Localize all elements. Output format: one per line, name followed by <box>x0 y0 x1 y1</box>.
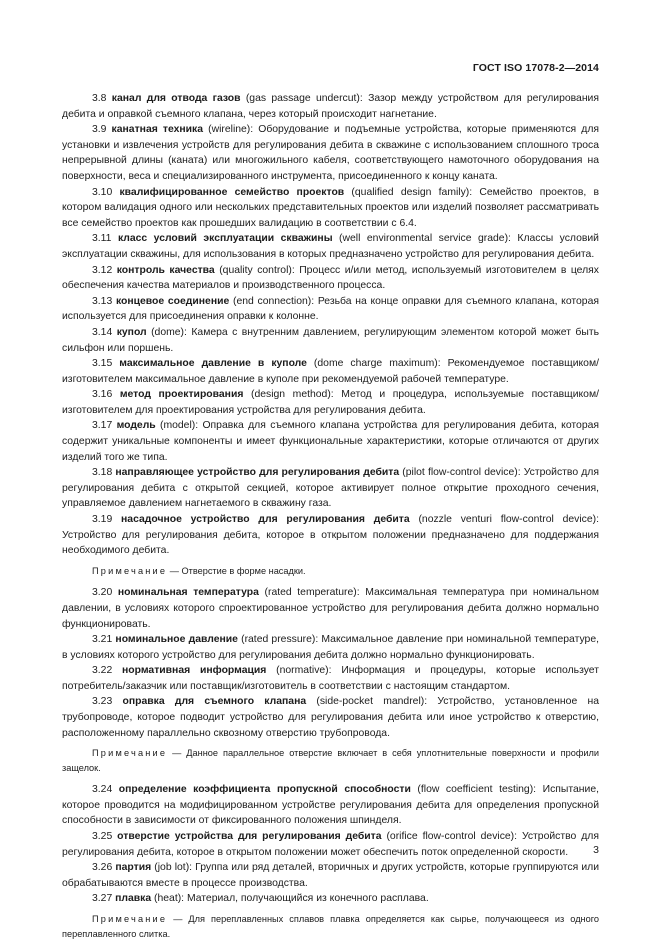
definition-term: квалифицированное семейство проектов <box>119 186 345 198</box>
definition-text: Семейство проектов, в котором валидация одного или нескольких представительных проектов или изделий позволяет рассматривать все семейство проектов как прошедших валидацию в соответствии с 6.4. <box>62 186 599 229</box>
definition-term: модель <box>116 420 156 432</box>
definition-english: (job lot): <box>151 862 196 874</box>
definition-text: Материал, получающийся из конечного расплава. <box>186 893 429 905</box>
definition-3-9 <box>62 122 599 184</box>
definition-number: 3.14 <box>92 326 113 338</box>
definition-english: (nozzle venturi flow-control device): <box>409 514 599 526</box>
definition-number: 3.10 <box>92 186 113 198</box>
definition-term: канатная техника <box>111 124 204 136</box>
definition-english: (quality control): <box>214 264 300 276</box>
definition-term: метод проектирования <box>119 389 244 401</box>
definition-number: 3.25 <box>92 831 113 843</box>
document-header: ГОСТ ISO 17078-2—2014 <box>472 62 599 74</box>
definition-3-21 <box>62 632 599 663</box>
definition-number: 3.23 <box>92 696 113 708</box>
definition-term: номинальная температура <box>117 587 259 599</box>
definition-term: отверстие устройства для регулирования дебита <box>117 831 382 843</box>
definition-text: Резьба на конце оправки для съемного клапана, которая используется для присоединения оправки к колонне. <box>62 295 599 323</box>
definition-term: плавка <box>115 893 152 905</box>
definitions-group-3 <box>62 782 599 907</box>
definition-3-18 <box>62 465 599 512</box>
note-label: Примечание <box>92 914 168 924</box>
definition-term: канал для отвода газов <box>111 93 241 104</box>
note-text: — Отверстие в форме насадки. <box>167 565 306 576</box>
definition-3-15 <box>62 356 599 387</box>
definition-number: 3.15 <box>92 358 113 370</box>
definition-term: контроль качества <box>116 264 215 276</box>
definition-text: Максимальная температура при номинальном давлении, в условиях которого спроектированное устройство для регулирования дебита должно нормально функционировать. <box>62 587 599 630</box>
definition-number: 3.24 <box>92 784 113 796</box>
definition-number: 3.19 <box>92 514 113 526</box>
definition-number: 3.20 <box>92 587 113 599</box>
definition-english: (rated temperature): <box>258 587 366 599</box>
definition-english: (model): <box>155 420 203 432</box>
definition-text: Устройство, установленное на трубопроводе, которое подводит устройство для регулирования дебита или иное устройство к отверстию, расположенному параллельно сквозному отверстию трубопровода. <box>62 696 599 739</box>
definition-3-19 <box>62 512 599 559</box>
page-number: 3 <box>593 844 599 856</box>
definition-number: 3.16 <box>92 389 113 401</box>
definitions-group-2 <box>62 585 599 741</box>
definition-3-12 <box>62 263 599 294</box>
definition-number: 3.8 <box>92 93 107 104</box>
definition-number: 3.12 <box>92 264 113 276</box>
definition-english: (orifice flow-control device): <box>381 831 522 843</box>
definition-text: Устройство для регулирования дебита, которое в открытом положении может обеспечить поток определенной скорости. <box>62 831 599 858</box>
definition-number: 3.11 <box>92 233 112 245</box>
definition-number: 3.21 <box>92 634 113 646</box>
definition-text: Испытание, которое проводится на модифицированном устройстве регулирования дебита для определения пропускной способности в зависимости от фиксированного положения шпинделя. <box>62 784 599 827</box>
definition-number: 3.13 <box>92 295 113 307</box>
definition-number: 3.17 <box>92 420 113 432</box>
definition-3-24 <box>62 782 599 829</box>
note-label: Примечание <box>92 565 168 576</box>
definition-3-13 <box>62 294 599 325</box>
definition-text: Информация и процедуры, которые использует потребитель/заказчик или поставщик/изготовитель в соответствии с настоящим стандартом. <box>62 665 599 692</box>
definition-3-14 <box>62 325 599 356</box>
definition-english: (end connection): <box>229 295 318 307</box>
definition-term: максимальное давление в куполе <box>119 358 307 370</box>
definition-english: (pilot flow-control device): <box>399 467 524 479</box>
definition-english: (flow coefficient testing): <box>410 784 543 796</box>
definition-3-11 <box>62 231 599 262</box>
definition-number: 3.27 <box>92 893 113 905</box>
definition-english: (well environmental service grade): <box>332 233 518 245</box>
definition-english: (side-pocket mandrel): <box>306 696 438 708</box>
note-text: — Данное параллельное отверстие включает в себя уплотнительные поверхности и профили защелок. <box>62 748 599 773</box>
definition-text: Зазор между устройством для регулирования дебита и оправкой съемного клапана, через который происходит нагнетание. <box>62 93 599 120</box>
definition-3-26 <box>62 860 599 891</box>
definition-term: определение коэффициента пропускной способности <box>118 784 411 796</box>
definition-text: Устройство для регулирования дебита с открытой секцией, которое активирует полное открытие проходного сечения, управляемое давлением нагнетаемого в скважину газа. <box>62 467 599 510</box>
definition-text: Метод и процедура, используемые поставщиком/изготовителем для проектирования устройства для регулирования дебита. <box>62 389 599 416</box>
note-label: Примечание <box>92 748 168 759</box>
definition-text: Устройство для регулирования дебита, которое в открытом положении предназначено для поддержания необходимого дебита. <box>62 529 599 557</box>
definition-3-10 <box>62 185 599 232</box>
definition-english: (rated pressure): <box>237 634 322 646</box>
definition-3-27 <box>62 891 599 907</box>
definition-number: 3.9 <box>92 124 107 136</box>
definition-english: (design method): <box>243 389 342 401</box>
definition-term: купол <box>116 326 147 338</box>
definition-text: Камера с внутренним давлением, регулирующим элементом которой может быть сильфон или поршень. <box>62 326 599 354</box>
definition-term: оправка для съемного клапана <box>122 696 307 708</box>
definition-3-22 <box>62 663 599 694</box>
definition-english: (gas passage undercut): <box>240 93 369 104</box>
definition-text: Процесс и/или метод, используемый изготовителем в целях обеспечения качества материалов и производственного процесса. <box>62 264 599 292</box>
definition-3-16 <box>62 387 599 418</box>
definition-3-25 <box>62 829 599 860</box>
definition-term: партия <box>115 862 152 874</box>
note-1 <box>62 564 599 579</box>
definition-english: (wireline): <box>203 124 259 136</box>
definitions-group-1 <box>62 91 599 559</box>
note-text: — Для переплавленных сплавов плавка определяется как сырье, получающееся из одного переплавленного слитка. <box>62 914 599 939</box>
definition-term: нормативная информация <box>122 665 267 677</box>
definition-3-23 <box>62 694 599 741</box>
definition-english: (dome charge maximum): <box>306 358 448 370</box>
definition-term: номинальное давление <box>115 634 238 646</box>
definition-number: 3.18 <box>92 467 113 479</box>
definition-3-8 <box>62 91 599 122</box>
definition-english: (dome): <box>146 326 192 338</box>
document-body <box>62 91 599 948</box>
definition-term: насадочное устройство для регулирования дебита <box>121 514 410 526</box>
definition-term: направляющее устройство для регулирования дебита <box>115 467 400 479</box>
definition-text: Оборудование и подъемные устройства, которые применяются для установки и извлечения устройств для регулирования дебита в скважине с использованием сплошного троса непрерывной длины (каната) или многожильного кабеля, соответствующего намоточного оборудования на поверхности, веса и специализированного инструмента, присоединенного к концу каната. <box>62 124 600 182</box>
definition-term: класс условий эксплуатации скважины <box>117 233 333 245</box>
definition-text: Максимальное давление при номинальной температуре, в условиях которого устройство для регулирования дебита должно нормально функционировать. <box>62 634 599 661</box>
definition-english: (heat): <box>151 893 187 905</box>
definition-english: (normative): <box>266 665 342 677</box>
definition-text: Рекомендуемое поставщиком/изготовителем максимальное давление в куполе при рекомендуемой рабочей температуре. <box>62 358 599 385</box>
definition-text: Оправка для съемного клапана устройства для регулирования дебита, которая содержит уникальные компоненты и имеет функциональные характеристики, которые отличаются от других изделий того же типа. <box>62 420 600 463</box>
definition-english: (qualified design family): <box>344 186 480 198</box>
note-2 <box>62 746 599 775</box>
definition-3-17 <box>62 418 599 465</box>
definition-3-20 <box>62 585 599 632</box>
definition-text: Классы условий эксплуатации скважины, для использования в которых предназначено устройство для регулирования дебита. <box>62 233 599 260</box>
definition-text: Группа или ряд деталей, вторичных и других устройств, которые группируются или обрабатываются вместе в процессе производства. <box>62 862 600 889</box>
definition-number: 3.22 <box>92 665 113 677</box>
note-3 <box>62 912 599 941</box>
definition-term: концевое соединение <box>115 295 230 307</box>
definition-number: 3.26 <box>92 862 113 874</box>
